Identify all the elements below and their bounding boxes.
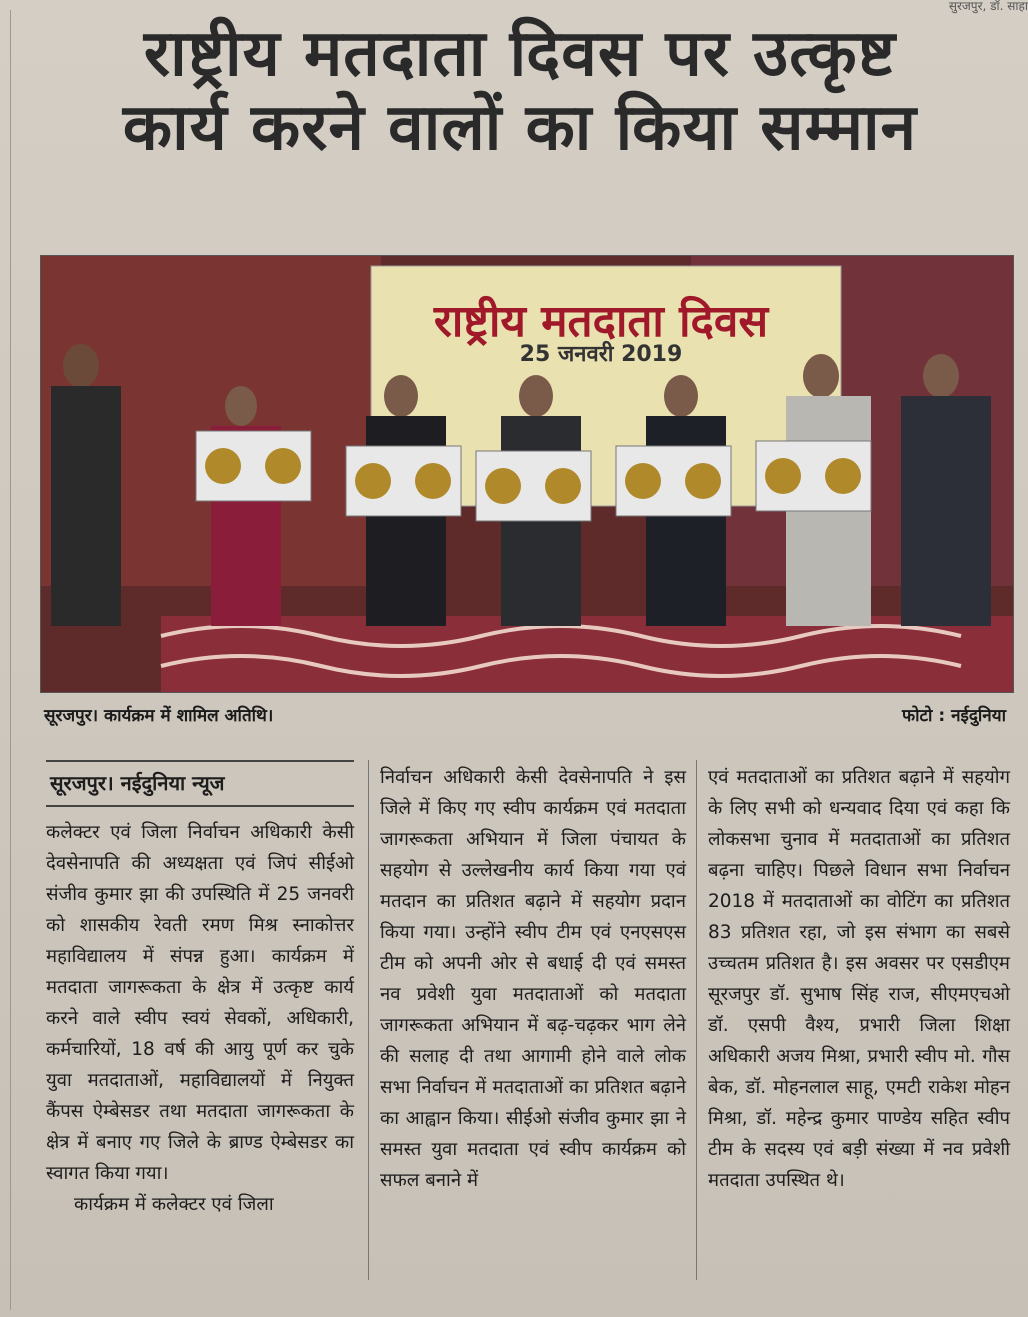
photo-caption: सूरजपुर। कार्यक्रम में शामिल अतिथि।	[44, 706, 274, 726]
banner-title: राष्ट्रीय मतदाता दिवस	[433, 296, 769, 347]
headline-line-1: राष्ट्रीय मतदाता दिवस पर उत्कृष्ट	[143, 17, 897, 91]
headline-line-2: कार्य करने वालों का किया सम्मान	[122, 90, 918, 165]
photo-credit: फोटो : नईदुनिया	[901, 706, 1006, 726]
column-rule-2	[696, 760, 697, 1280]
top-strip-text: सुरजपुर, डॉ. साहा	[948, 0, 1028, 13]
event-photo-illustration	[41, 256, 1013, 692]
article-column-1	[46, 760, 354, 1220]
headline	[20, 18, 1020, 165]
article-column-2	[380, 762, 686, 1196]
banner-date: 25 जनवरी 2019	[519, 342, 683, 367]
article-column-3	[708, 762, 1010, 1196]
column-1-text: कलेक्टर एवं जिला निर्वाचन अधिकारी केसी देवसेनापति की अध्यक्षता एवं जिपं सीईओ संजीव कुमार झा की उपस्थिति में 25 जनवरी को शासकीय रेवती रमण मिश्र स्नाकोत्तर महाविद्यालय में संपन्न हुआ। कार्यक्रम में मतदाता जागरूकता के क्षेत्र में उत्कृष्ट कार्य करने वाले स्वीप स्वयं सेवकों, अधिकारी, कर्मचारियों, 18 वर्ष की आयु पूर्ण कर चुके युवा मतदाताओं, महाविद्यालयों में नियुक्त कैंपस ऐम्बेसडर तथा मतदाता जागरूकता के क्षेत्र में बनाए गए जिले के ब्राण्ड ऐम्बेसडर का स्वागत किया गया।	[46, 822, 354, 1184]
column-3-text: एवं मतदाताओं का प्रतिशत बढ़ाने में सहयोग के लिए सभी को धन्यवाद दिया एवं कहा कि लोकसभा चुनाव में मतदाताओं का प्रतिशत बढ़ना चाहिए। पिछले विधान सभा निर्वाचन 2018 में मतदाताओं का वोटिंग का प्रतिशत 83 प्रतिशत रहा, जो इस संभाग का सबसे उच्चतम प्रतिशत है। इस अवसर पर एसडीएम सूरजपुर डॉ. सुभाष सिंह राज, सीएमएचओ डॉ. एसपी वैश्य, प्रभारी जिला शिक्षा अधिकारी अजय मिश्रा, प्रभारी स्वीप मो. गौस बेक, डॉ. मोहनलाल साहू, एमटी राकेश मोहन मिश्रा, डॉ. महेन्द्र कुमार पाण्डेय सहित स्वीप टीम के सदस्य एवं बड़ी संख्या में नव प्रवेशी मतदाता उपस्थित थे।	[708, 767, 1010, 1191]
dateline: सूरजपुर। नईदुनिया न्यूज	[46, 760, 354, 807]
column-rule-1	[368, 760, 369, 1280]
column-1-text-2: कार्यक्रम में कलेक्टर एवं जिला	[74, 1194, 274, 1215]
column-2-text: निर्वाचन अधिकारी केसी देवसेनापति ने इस जिले में किए गए स्वीप कार्यक्रम एवं मतदाता जागरूकता अभियान में जिला पंचायत के सहयोग से उल्लेखनीय कार्य किया गया एवं मतदान का प्रतिशत बढ़ाने में सहयोग प्रदान किया गया। उन्होंने स्वीप टीम एवं एनएसएस टीम को अपनी ओर से बधाई दी एवं समस्त नव प्रवेशी युवा मतदाताओं को मतदाता जागरूकता अभियान में बढ़-चढ़कर भाग लेने की सलाह दी तथा आगामी होने वाले लोक सभा निर्वाचन में मतदाताओं का प्रतिशत बढ़ाने का आह्वान किया। सीईओ संजीव कुमार झा ने समस्त युवा मतदाता एवं स्वीप कार्यक्रम को सफल बनाने में	[380, 767, 686, 1191]
photo-caption-bar	[40, 697, 1012, 731]
event-photo	[40, 255, 1014, 693]
